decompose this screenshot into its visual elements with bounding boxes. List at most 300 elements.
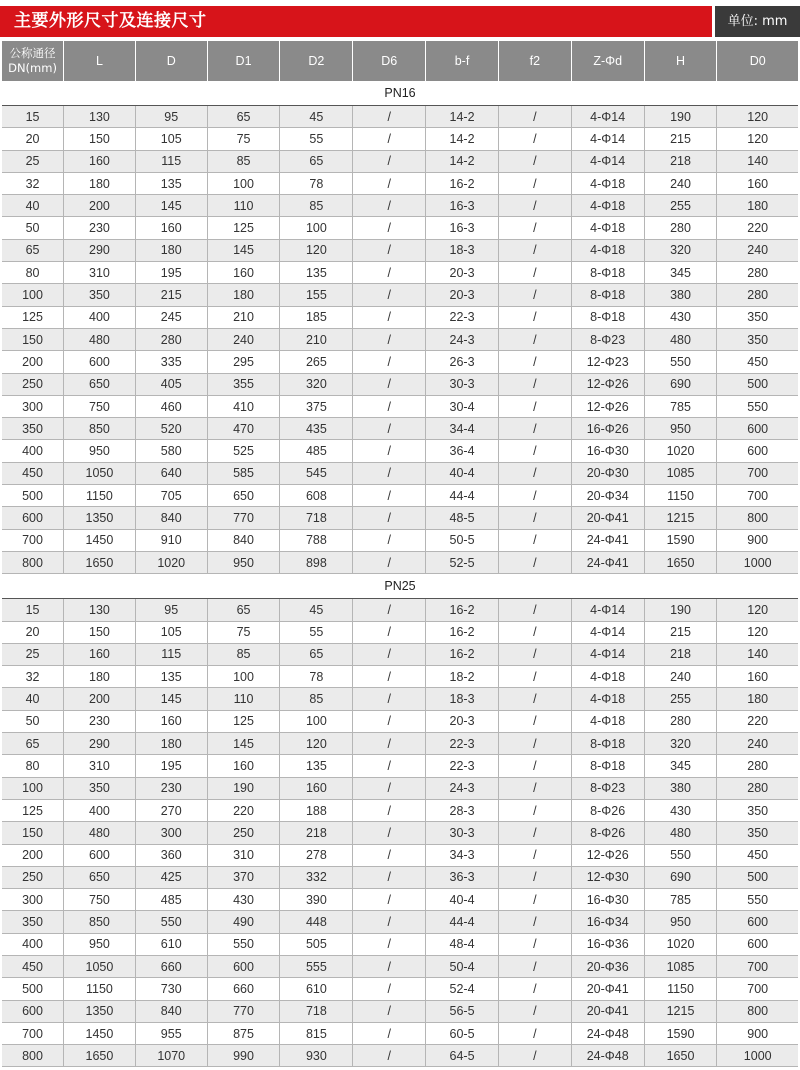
table-row: [2, 172, 798, 194]
table-cell: 785: [644, 889, 717, 911]
column-header: D1: [207, 41, 280, 81]
table-cell: 1450: [64, 529, 136, 551]
table-row: [2, 128, 798, 150]
table-cell: 65: [280, 150, 353, 172]
table-cell: /: [353, 933, 426, 955]
table-cell: 950: [644, 418, 717, 440]
table-cell: 20-3: [426, 262, 499, 284]
table-cell: /: [498, 889, 571, 911]
table-cell: 160: [207, 755, 280, 777]
table-cell: 230: [135, 777, 207, 799]
table-cell: 4-Φ18: [571, 688, 644, 710]
table-cell: 280: [717, 755, 798, 777]
table-cell: 485: [135, 889, 207, 911]
table-cell: 125: [207, 710, 280, 732]
table-cell: 22-3: [426, 306, 499, 328]
table-cell: 130: [64, 106, 136, 128]
table-cell: 550: [135, 911, 207, 933]
table-cell: 215: [644, 621, 717, 643]
table-cell: 16-2: [426, 172, 499, 194]
table-cell: 1050: [64, 955, 136, 977]
table-cell: 60-5: [426, 1022, 499, 1044]
table-cell: 240: [717, 239, 798, 261]
table-cell: 840: [207, 529, 280, 551]
unit-label: 单位: mm: [715, 6, 800, 37]
table-cell: 290: [64, 733, 136, 755]
table-cell: 900: [717, 1022, 798, 1044]
table-cell: 190: [207, 777, 280, 799]
table-cell: 215: [644, 128, 717, 150]
table-cell: 180: [64, 666, 136, 688]
table-cell: 310: [64, 755, 136, 777]
table-cell: /: [498, 373, 571, 395]
table-cell: 850: [64, 418, 136, 440]
table-row: [2, 440, 798, 462]
table-row: [2, 822, 798, 844]
table-cell: 190: [644, 599, 717, 621]
table-cell: 160: [280, 777, 353, 799]
table-cell: 34-4: [426, 418, 499, 440]
table-cell: 50-5: [426, 529, 499, 551]
table-row: [2, 395, 798, 417]
table-cell: 220: [717, 710, 798, 732]
table-cell: /: [498, 485, 571, 507]
table-cell: 14-2: [426, 128, 499, 150]
column-header: f2: [498, 41, 571, 81]
table-cell: 50: [2, 710, 64, 732]
table-cell: 840: [135, 507, 207, 529]
column-header: D6: [353, 41, 426, 81]
table-cell: /: [498, 733, 571, 755]
table-cell: 180: [717, 195, 798, 217]
table-cell: 4-Φ14: [571, 150, 644, 172]
table-cell: 240: [207, 328, 280, 350]
table-cell: 240: [644, 666, 717, 688]
table-cell: 345: [644, 262, 717, 284]
table-cell: 36-4: [426, 440, 499, 462]
table-cell: 800: [717, 1000, 798, 1022]
table-cell: 650: [207, 485, 280, 507]
table-cell: 65: [207, 106, 280, 128]
table-cell: /: [498, 529, 571, 551]
table-cell: 16-Φ30: [571, 889, 644, 911]
table-cell: 145: [207, 239, 280, 261]
table-row: [2, 551, 798, 573]
table-row: [2, 507, 798, 529]
table-cell: 44-4: [426, 485, 499, 507]
table-cell: 1150: [64, 485, 136, 507]
table-cell: 140: [717, 150, 798, 172]
table-cell: /: [353, 462, 426, 484]
table-cell: 270: [135, 799, 207, 821]
table-cell: 16-Φ36: [571, 933, 644, 955]
table-cell: 485: [280, 440, 353, 462]
table-cell: 610: [135, 933, 207, 955]
table-cell: 580: [135, 440, 207, 462]
table-cell: 230: [64, 710, 136, 732]
table-cell: /: [353, 799, 426, 821]
table-cell: 100: [2, 284, 64, 306]
table-cell: 1150: [64, 978, 136, 1000]
table-body: [2, 81, 798, 1067]
table-cell: 350: [2, 911, 64, 933]
table-cell: 24-Φ41: [571, 529, 644, 551]
table-cell: 480: [644, 328, 717, 350]
table-cell: 300: [135, 822, 207, 844]
title-banner: [0, 6, 712, 37]
table-row: [2, 418, 798, 440]
table-cell: 180: [717, 688, 798, 710]
table-cell: 380: [644, 284, 717, 306]
table-cell: 490: [207, 911, 280, 933]
table-cell: /: [498, 262, 571, 284]
table-cell: /: [353, 418, 426, 440]
table-cell: 75: [207, 128, 280, 150]
table-cell: 16-Φ26: [571, 418, 644, 440]
table-cell: 140: [717, 643, 798, 665]
table-cell: 64-5: [426, 1045, 499, 1067]
table-cell: 135: [280, 262, 353, 284]
table-cell: 195: [135, 755, 207, 777]
table-cell: 16-Φ30: [571, 440, 644, 462]
table-cell: 20-Φ41: [571, 1000, 644, 1022]
table-cell: 44-4: [426, 911, 499, 933]
table-cell: 425: [135, 866, 207, 888]
table-cell: 120: [280, 733, 353, 755]
table-cell: 608: [280, 485, 353, 507]
table-cell: /: [353, 262, 426, 284]
table-cell: 280: [135, 328, 207, 350]
table-cell: 14-2: [426, 150, 499, 172]
table-cell: 875: [207, 1022, 280, 1044]
table-cell: 400: [64, 799, 136, 821]
table-cell: 690: [644, 866, 717, 888]
table-cell: /: [353, 866, 426, 888]
table-cell: 36-3: [426, 866, 499, 888]
table-header-row: [2, 41, 798, 81]
table-cell: 48-5: [426, 507, 499, 529]
table-cell: 345: [644, 755, 717, 777]
table-cell: 32: [2, 172, 64, 194]
table-cell: 85: [280, 195, 353, 217]
table-cell: /: [353, 172, 426, 194]
table-cell: /: [353, 710, 426, 732]
table-cell: 20-Φ34: [571, 485, 644, 507]
table-cell: 160: [64, 150, 136, 172]
table-cell: 400: [2, 933, 64, 955]
table-cell: 550: [717, 395, 798, 417]
table-cell: /: [353, 733, 426, 755]
table-cell: /: [498, 799, 571, 821]
table-cell: 20-3: [426, 284, 499, 306]
table-cell: 200: [2, 351, 64, 373]
table-cell: 280: [717, 284, 798, 306]
table-cell: 180: [135, 239, 207, 261]
table-cell: /: [353, 666, 426, 688]
table-row: [2, 643, 798, 665]
table-cell: 24-Φ48: [571, 1022, 644, 1044]
table-cell: /: [353, 395, 426, 417]
table-cell: 1000: [717, 551, 798, 573]
table-cell: /: [498, 666, 571, 688]
table-cell: /: [498, 351, 571, 373]
table-row: [2, 866, 798, 888]
table-cell: 125: [2, 799, 64, 821]
table-cell: 350: [2, 418, 64, 440]
table-cell: 240: [717, 733, 798, 755]
table-cell: 550: [207, 933, 280, 955]
table-cell: 788: [280, 529, 353, 551]
table-cell: 65: [2, 733, 64, 755]
table-cell: /: [353, 599, 426, 621]
table-cell: 4-Φ18: [571, 710, 644, 732]
table-row: [2, 1022, 798, 1044]
table-cell: 350: [717, 799, 798, 821]
table-cell: 370: [207, 866, 280, 888]
table-cell: 600: [64, 844, 136, 866]
table-cell: 18-3: [426, 688, 499, 710]
table-row: [2, 621, 798, 643]
table-row: [2, 328, 798, 350]
table-cell: 785: [644, 395, 717, 417]
table-cell: 4-Φ14: [571, 643, 644, 665]
table-cell: /: [353, 485, 426, 507]
column-header: L: [64, 41, 136, 81]
table-cell: 45: [280, 599, 353, 621]
table-cell: 24-3: [426, 777, 499, 799]
table-cell: 4-Φ18: [571, 195, 644, 217]
table-cell: 40-4: [426, 889, 499, 911]
table-cell: 1085: [644, 462, 717, 484]
table-cell: 45: [280, 106, 353, 128]
table-cell: 1590: [644, 529, 717, 551]
table-cell: 700: [717, 485, 798, 507]
table-cell: 480: [64, 328, 136, 350]
table-cell: 50-4: [426, 955, 499, 977]
table-cell: 195: [135, 262, 207, 284]
table-cell: 690: [644, 373, 717, 395]
table-cell: 160: [207, 262, 280, 284]
table-row: [2, 529, 798, 551]
table-cell: 525: [207, 440, 280, 462]
table-row: [2, 844, 798, 866]
table-cell: 20-3: [426, 710, 499, 732]
table-cell: 16-2: [426, 599, 499, 621]
table-cell: /: [353, 911, 426, 933]
table-cell: /: [498, 933, 571, 955]
table-cell: 125: [2, 306, 64, 328]
table-cell: 115: [135, 643, 207, 665]
table-cell: 600: [717, 911, 798, 933]
table-cell: 1020: [644, 440, 717, 462]
table-cell: 250: [2, 373, 64, 395]
table-row: [2, 106, 798, 128]
table-cell: 14-2: [426, 106, 499, 128]
table-cell: 278: [280, 844, 353, 866]
table-cell: /: [498, 239, 571, 261]
table-cell: 130: [64, 599, 136, 621]
table-cell: 188: [280, 799, 353, 821]
table-cell: 255: [644, 688, 717, 710]
table-cell: 220: [207, 799, 280, 821]
table-cell: 32: [2, 666, 64, 688]
table-cell: 20-Φ41: [571, 978, 644, 1000]
table-cell: /: [353, 755, 426, 777]
table-cell: 335: [135, 351, 207, 373]
table-cell: /: [498, 955, 571, 977]
table-cell: /: [353, 889, 426, 911]
table-cell: 505: [280, 933, 353, 955]
table-cell: /: [353, 643, 426, 665]
table-cell: 15: [2, 106, 64, 128]
table-cell: 245: [135, 306, 207, 328]
table-cell: 4-Φ18: [571, 239, 644, 261]
table-cell: 350: [717, 822, 798, 844]
table-cell: 700: [717, 462, 798, 484]
table-cell: 480: [644, 822, 717, 844]
table-cell: 1450: [64, 1022, 136, 1044]
table-cell: 332: [280, 866, 353, 888]
table-cell: 160: [717, 666, 798, 688]
table-cell: /: [498, 440, 571, 462]
table-cell: 100: [2, 777, 64, 799]
table-cell: 125: [207, 217, 280, 239]
table-cell: 160: [135, 710, 207, 732]
table-cell: 265: [280, 351, 353, 373]
table-cell: 400: [64, 306, 136, 328]
table-row: [2, 733, 798, 755]
table-cell: /: [498, 822, 571, 844]
table-cell: 20-Φ30: [571, 462, 644, 484]
table-cell: 1215: [644, 1000, 717, 1022]
table-cell: 250: [2, 866, 64, 888]
table-cell: /: [353, 529, 426, 551]
table-cell: 718: [280, 507, 353, 529]
table-cell: 310: [207, 844, 280, 866]
table-row: [2, 911, 798, 933]
table-cell: 85: [207, 643, 280, 665]
table-cell: 250: [207, 822, 280, 844]
table-row: [2, 351, 798, 373]
table-cell: 400: [2, 440, 64, 462]
table-cell: 218: [644, 643, 717, 665]
table-cell: /: [353, 284, 426, 306]
table-cell: 52-4: [426, 978, 499, 1000]
table-cell: /: [353, 351, 426, 373]
table-row: [2, 262, 798, 284]
table-cell: 100: [280, 710, 353, 732]
table-cell: 105: [135, 621, 207, 643]
table-cell: 65: [207, 599, 280, 621]
table-cell: 650: [64, 373, 136, 395]
table-cell: 8-Φ18: [571, 733, 644, 755]
table-cell: 480: [64, 822, 136, 844]
table-cell: 380: [644, 777, 717, 799]
table-cell: 320: [280, 373, 353, 395]
table-cell: 500: [2, 978, 64, 1000]
table-row: [2, 710, 798, 732]
table-cell: 85: [280, 688, 353, 710]
table-cell: 40-4: [426, 462, 499, 484]
table-row: [2, 485, 798, 507]
page-title: 主要外形尺寸及连接尺寸: [14, 11, 207, 31]
table-row: [2, 666, 798, 688]
table-cell: /: [353, 328, 426, 350]
table-cell: /: [498, 710, 571, 732]
table-cell: 12-Φ23: [571, 351, 644, 373]
table-cell: 280: [717, 777, 798, 799]
table-cell: 75: [207, 621, 280, 643]
table-cell: 180: [135, 733, 207, 755]
table-cell: 350: [64, 777, 136, 799]
table-cell: /: [498, 172, 571, 194]
table-cell: 65: [2, 239, 64, 261]
table-cell: 950: [64, 440, 136, 462]
table-cell: 100: [207, 666, 280, 688]
table-cell: 430: [207, 889, 280, 911]
table-cell: 450: [2, 462, 64, 484]
section-header-row: [2, 574, 798, 599]
table-cell: 500: [717, 866, 798, 888]
table-cell: 610: [280, 978, 353, 1000]
table-cell: /: [498, 777, 571, 799]
table-row: [2, 755, 798, 777]
table-cell: 550: [644, 351, 717, 373]
table-cell: /: [353, 955, 426, 977]
table-cell: /: [498, 150, 571, 172]
table-cell: 30-4: [426, 395, 499, 417]
table-cell: 460: [135, 395, 207, 417]
table-cell: 12-Φ26: [571, 373, 644, 395]
table-cell: 600: [717, 440, 798, 462]
table-cell: 55: [280, 128, 353, 150]
table-cell: 550: [644, 844, 717, 866]
table-cell: /: [353, 978, 426, 1000]
table-cell: 700: [717, 955, 798, 977]
table-cell: 200: [64, 195, 136, 217]
table-cell: 350: [717, 328, 798, 350]
table-cell: 8-Φ26: [571, 822, 644, 844]
section-header-row: [2, 81, 798, 106]
table-cell: 12-Φ26: [571, 395, 644, 417]
table-row: [2, 239, 798, 261]
table-row: [2, 799, 798, 821]
table-cell: 1020: [644, 933, 717, 955]
table-cell: /: [498, 866, 571, 888]
table-cell: 1050: [64, 462, 136, 484]
table-cell: 30-3: [426, 373, 499, 395]
dimension-table: [2, 41, 798, 1067]
table-row: [2, 1045, 798, 1067]
table-cell: /: [353, 195, 426, 217]
table-cell: 150: [2, 328, 64, 350]
table-cell: 115: [135, 150, 207, 172]
table-cell: /: [498, 306, 571, 328]
table-cell: 1650: [64, 551, 136, 573]
table-cell: 1150: [644, 485, 717, 507]
table-cell: /: [498, 328, 571, 350]
table-cell: /: [353, 239, 426, 261]
table-cell: 8-Φ18: [571, 262, 644, 284]
column-header: D2: [280, 41, 353, 81]
table-cell: 25: [2, 643, 64, 665]
table-cell: 8-Φ18: [571, 284, 644, 306]
table-cell: 218: [644, 150, 717, 172]
table-cell: 520: [135, 418, 207, 440]
table-cell: /: [353, 1022, 426, 1044]
table-cell: 4-Φ18: [571, 172, 644, 194]
table-cell: 150: [64, 621, 136, 643]
